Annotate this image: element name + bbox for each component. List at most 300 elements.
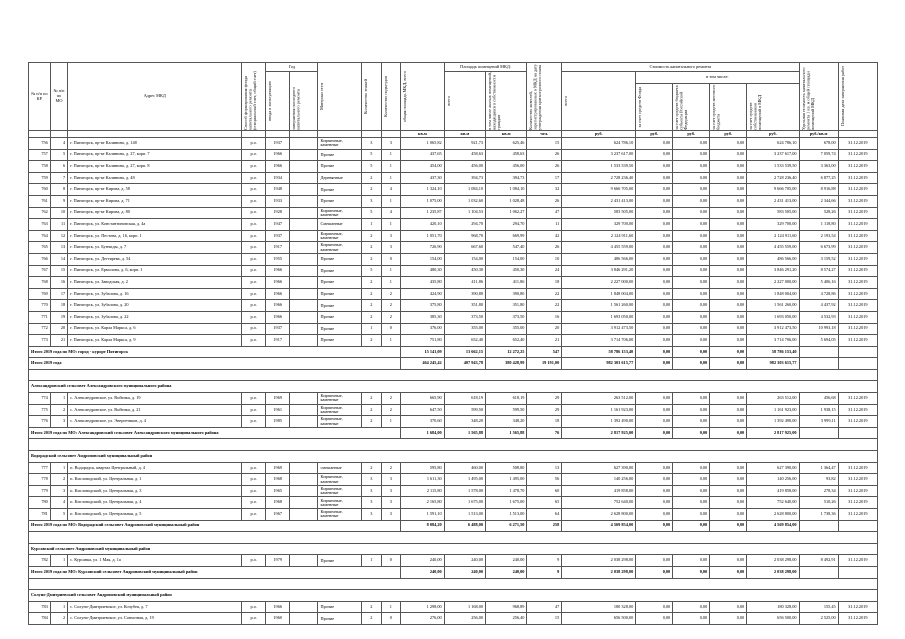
- row-num-mo: 18: [50, 300, 67, 312]
- row-cost-fed: 0,00: [636, 601, 673, 613]
- blank-cell: [29, 369, 878, 381]
- row-num-kr: 782: [29, 555, 51, 567]
- row-year-last-repair: [290, 509, 318, 521]
- unit-cell: кв.м: [401, 131, 445, 138]
- row-entrances: 3: [381, 474, 401, 486]
- row-deadline: 31.12.2019: [838, 230, 877, 242]
- row-area-total: 373,50: [444, 311, 485, 323]
- row-cost-fed: 0,00: [636, 404, 673, 416]
- row-cost-own: 486 566,00: [747, 253, 799, 265]
- row-cost-total: 486 566,00: [562, 253, 636, 265]
- row-cost-total: 656 500,00: [562, 613, 636, 625]
- row-area-citizens: 411,86: [486, 277, 527, 289]
- table-row: [29, 601, 878, 613]
- row-num-mo: 1: [50, 393, 67, 405]
- section-label: Курсавский сельсовет Андроповский муниципальный район: [29, 543, 878, 555]
- row-num-mo: 7: [50, 172, 67, 184]
- row-total-area: 424,90: [401, 288, 445, 300]
- row-method: р.о.: [242, 497, 266, 509]
- row-floors: 5: [362, 161, 382, 173]
- row-cost-own: 1 533 539,50: [747, 161, 799, 173]
- row-entrances: 1: [381, 335, 401, 347]
- subtotal-cost-loc: 0,00: [710, 358, 747, 370]
- row-unit-cost: 3 159,52: [799, 253, 838, 265]
- row-area-total: 390,80: [444, 288, 485, 300]
- row-entrances: 1: [381, 161, 401, 173]
- row-deadline: 31.12.2019: [838, 497, 877, 509]
- row-cost-reg: 0,00: [673, 474, 710, 486]
- row-method: р.о.: [242, 404, 266, 416]
- row-floors: 2: [362, 404, 382, 416]
- row-cost-total: 9 666 705,00: [562, 184, 636, 196]
- row-year-commission: 1967: [266, 509, 290, 521]
- row-total-area: 1 051,70: [401, 230, 445, 242]
- subtotal-cost-total: 2 038 298,00: [562, 566, 636, 578]
- unit-cell: кв.м: [444, 131, 485, 138]
- row-entrances: 0: [381, 613, 401, 625]
- row-area-total: 355,00: [444, 323, 485, 335]
- row-cost-reg: 0,00: [673, 149, 710, 161]
- row-year-last-repair: [290, 219, 318, 231]
- row-num-kr: 781: [29, 509, 51, 521]
- row-cost-reg: 0,00: [673, 485, 710, 497]
- row-residents: 26: [527, 161, 562, 173]
- row-entrances: 2: [381, 393, 401, 405]
- row-residents: 22: [527, 300, 562, 312]
- row-cost-fed: 0,00: [636, 497, 673, 509]
- row-cost-reg: 0,00: [673, 195, 710, 207]
- row-cost-reg: 0,00: [673, 311, 710, 323]
- row-year-last-repair: [290, 601, 318, 613]
- row-area-citizens: 373,50: [486, 311, 527, 323]
- row-cost-total: 1 392 490,00: [562, 416, 636, 428]
- row-method: р.о.: [242, 323, 266, 335]
- row-year-commission: 1966: [266, 149, 290, 161]
- row-num-kr: 773: [29, 335, 51, 347]
- row-cost-fed: 0,00: [636, 323, 673, 335]
- row-cost-reg: 0,00: [673, 404, 710, 416]
- row-deadline: 31.12.2019: [838, 172, 877, 184]
- row-cost-total: 1 693 050,00: [562, 311, 636, 323]
- row-cost-total: 3 714 706,00: [562, 335, 636, 347]
- row-year-commission: 1960: [266, 613, 290, 625]
- row-entrances: 4: [381, 207, 401, 219]
- row-cost-fed: 0,00: [636, 149, 673, 161]
- row-wall-material: Прочие: [318, 323, 362, 335]
- row-cost-fed: 0,00: [636, 288, 673, 300]
- row-entrances: 1: [381, 172, 401, 184]
- row-address: п. Кисловодский, ул. Центральная, д. 4: [68, 497, 242, 509]
- row-entrances: 1: [381, 416, 401, 428]
- row-floors: 2: [362, 462, 382, 474]
- col-entrances: Количество подъездов: [382, 75, 388, 118]
- row-floors: 3: [362, 195, 382, 207]
- row-cost-fed: 0,00: [636, 230, 673, 242]
- row-year-last-repair: [290, 172, 318, 184]
- row-year-commission: 1966: [266, 601, 290, 613]
- row-unit-cost: 3 999,11: [799, 416, 838, 428]
- col-cost-reg: за счет средств бюджета субъекта Российской Федерации: [674, 85, 689, 130]
- col-area-group: Площадь помещений МКД:: [444, 63, 527, 72]
- row-cost-loc: 0,00: [710, 253, 747, 265]
- row-address: г. Пятигорск, ул. Зубалова, д. 22: [68, 311, 242, 323]
- row-num-kr: 770: [29, 300, 51, 312]
- unit-cell: руб.: [562, 131, 636, 138]
- row-deadline: 31.12.2019: [838, 184, 877, 196]
- row-cost-total: 2 628 800,00: [562, 509, 636, 521]
- row-total-area: 726,90: [401, 242, 445, 254]
- row-total-area: 375,80: [401, 300, 445, 312]
- row-num-mo: 9: [50, 195, 67, 207]
- table-row: [29, 161, 878, 173]
- row-cost-own: 1 561 260,00: [747, 300, 799, 312]
- col-cost-own: за счет средств собственников помещений в МКД: [748, 95, 763, 130]
- row-year-commission: 1937: [266, 138, 290, 150]
- row-entrances: 1: [381, 195, 401, 207]
- row-deadline: 31.12.2019: [838, 288, 877, 300]
- table-row: [29, 323, 878, 335]
- row-year-last-repair: [290, 195, 318, 207]
- row-num-kr: 759: [29, 172, 51, 184]
- row-num-mo: 3: [50, 485, 67, 497]
- row-year-commission: 1955: [266, 253, 290, 265]
- table-row: [29, 474, 878, 486]
- row-num-mo: 2: [50, 613, 67, 625]
- row-deadline: 31.12.2019: [838, 555, 877, 567]
- subtotal-cost-fed: 0,00: [636, 520, 673, 532]
- row-method: р.о.: [242, 172, 266, 184]
- subtotal-empty: [799, 346, 838, 358]
- col-floors: Количество этажей: [363, 78, 369, 115]
- row-wall-material: Кирпичные, каменные: [318, 207, 362, 219]
- subtotal-label: Итого 2019 года по МО: город - курорт Пятигорск: [29, 346, 401, 358]
- row-cost-total: 2 227 000,00: [562, 277, 636, 289]
- row-cost-loc: 0,00: [710, 404, 747, 416]
- col-area-total: всего: [445, 96, 451, 106]
- row-address: г. Пятигорск, ул. Бунчиды, д. 7: [68, 242, 242, 254]
- row-floors: 2: [362, 416, 382, 428]
- table-row: [29, 184, 878, 196]
- unit-cell: руб.: [673, 131, 710, 138]
- subtotal-row: [29, 520, 878, 532]
- row-method: р.о.: [242, 509, 266, 521]
- row-residents: 32: [527, 184, 562, 196]
- row-area-total: 1 168,00: [444, 601, 485, 613]
- row-total-area: 1 065,82: [401, 138, 445, 150]
- section-header-row: [29, 590, 878, 602]
- row-year-commission: 1933: [266, 195, 290, 207]
- col-cost-group: Стоимость капитального ремонта: [562, 63, 799, 72]
- row-floors: 2: [362, 311, 382, 323]
- row-cost-own: 2 227 000,00: [747, 277, 799, 289]
- row-floors: 5: [362, 265, 382, 277]
- row-cost-total: 180 328,00: [562, 601, 636, 613]
- row-total-area: 1 591,10: [401, 509, 445, 521]
- row-unit-cost: 8 574,27: [799, 265, 838, 277]
- row-entrances: 2: [381, 311, 401, 323]
- row-entrances: 1: [381, 149, 401, 161]
- row-cost-reg: 0,00: [673, 184, 710, 196]
- row-entrances: 1: [381, 265, 401, 277]
- row-num-mo: 14: [50, 253, 67, 265]
- row-year-last-repair: [290, 277, 318, 289]
- row-year-commission: 1948: [266, 184, 290, 196]
- row-wall-material: Прочие: [318, 149, 362, 161]
- row-area-total: 1 675,00: [444, 497, 485, 509]
- col-cost-fed: за счет средств Фонда: [637, 86, 643, 128]
- row-area-citizens: 1 675,00: [486, 497, 527, 509]
- row-year-last-repair: [290, 161, 318, 173]
- row-deadline: 31.12.2019: [838, 485, 877, 497]
- subtotal-row: [29, 346, 878, 358]
- row-area-citizens: 240,00: [486, 555, 527, 567]
- section-label: Солуно-Дмитриевский сельсовет Андроповский муниципальный район: [29, 590, 878, 602]
- row-total-area: 751,80: [401, 335, 445, 347]
- table-row: [29, 555, 878, 567]
- blank-cell: [29, 578, 878, 590]
- subtotal-cost-fed: 0,00: [636, 566, 673, 578]
- row-year-commission: 1968: [266, 497, 290, 509]
- row-wall-material: Кирпичные, каменные: [318, 416, 362, 428]
- row-cost-fed: 0,00: [636, 613, 673, 625]
- row-num-mo: 4: [50, 497, 67, 509]
- row-unit-cost: 8 916,88: [799, 184, 838, 196]
- table-row: [29, 416, 878, 428]
- row-wall-material: Кирпичные, каменные: [318, 404, 362, 416]
- row-cost-total: 583 505,00: [562, 207, 636, 219]
- row-cost-reg: 0,00: [673, 230, 710, 242]
- row-cost-loc: 0,00: [710, 242, 747, 254]
- row-cost-own: 180 328,00: [747, 601, 799, 613]
- subtotal-cost-own: 2 038 298,00: [747, 566, 799, 578]
- row-area-citizens: 547,40: [486, 242, 527, 254]
- row-residents: 47: [527, 601, 562, 613]
- row-unit-cost: 3 363,00: [799, 161, 838, 173]
- row-year-last-repair: [290, 474, 318, 486]
- row-area-total: 460,00: [444, 462, 485, 474]
- table-row: [29, 335, 878, 347]
- row-num-kr: 769: [29, 288, 51, 300]
- row-address: г. Пятигорск, ул. Константиновская, д. 4а: [68, 219, 242, 231]
- row-residents: 42: [527, 230, 562, 242]
- row-wall-material: Кирпичные, каменные: [318, 474, 362, 486]
- subtotal-area-citizens: 6 271,50: [486, 520, 527, 532]
- row-area-citizens: 450,30: [486, 265, 527, 277]
- row-cost-loc: 0,00: [710, 497, 747, 509]
- row-cost-reg: 0,00: [673, 416, 710, 428]
- row-cost-own: 3 846 291,20: [747, 265, 799, 277]
- row-cost-fed: 0,00: [636, 253, 673, 265]
- row-num-mo: 6: [50, 161, 67, 173]
- row-cost-own: 2 038 298,00: [747, 555, 799, 567]
- row-residents: 21: [527, 335, 562, 347]
- row-cost-total: 2 038 298,00: [562, 555, 636, 567]
- row-unit-cost: 10 993,18: [799, 323, 838, 335]
- row-method: р.о.: [242, 613, 266, 625]
- row-cost-fed: 0,00: [636, 474, 673, 486]
- row-year-commission: 1985: [266, 416, 290, 428]
- row-area-citizens: 394,73: [486, 172, 527, 184]
- row-cost-own: 627 390,00: [747, 462, 799, 474]
- subtotal-cost-fed: 0,00: [636, 346, 673, 358]
- row-cost-fed: 0,00: [636, 265, 673, 277]
- row-wall-material: Прочие: [318, 300, 362, 312]
- table-row: [29, 393, 878, 405]
- row-num-kr: 780: [29, 497, 51, 509]
- subtotal-label: Итого 2019 года по МО: Курсавский сельсовет Андроповский муниципальный район: [29, 566, 401, 578]
- row-entrances: 3: [381, 138, 401, 150]
- row-method: р.о.: [242, 138, 266, 150]
- subtotal-total-area: 15 141,09: [401, 346, 445, 358]
- row-deadline: 31.12.2019: [838, 311, 877, 323]
- row-total-area: 437,65: [401, 149, 445, 161]
- row-total-area: 2 115,80: [401, 485, 445, 497]
- row-wall-material: Прочие: [318, 555, 362, 567]
- row-num-kr: 783: [29, 601, 51, 613]
- col-unit-cost: Удельная стоимость капитального ремонта 1 кв. м общей площади помещений МКД: [800, 67, 815, 130]
- subtotal-cost-total: 982 303 615,77: [562, 358, 636, 370]
- table-row: [29, 497, 878, 509]
- table-header: [29, 63, 878, 138]
- row-year-commission: 1937: [266, 230, 290, 242]
- row-year-last-repair: [290, 335, 318, 347]
- row-num-mo: 11: [50, 219, 67, 231]
- document-sheet: [28, 62, 878, 625]
- row-year-commission: 1928: [266, 207, 290, 219]
- subtotal-area-total: 1 565,88: [444, 427, 485, 439]
- row-unit-cost: 528,26: [799, 207, 838, 219]
- row-method: р.о.: [242, 416, 266, 428]
- row-cost-loc: 0,00: [710, 462, 747, 474]
- row-total-area: 1 235,87: [401, 207, 445, 219]
- row-cost-reg: 0,00: [673, 497, 710, 509]
- row-total-area: 437,30: [401, 172, 445, 184]
- row-year-last-repair: [290, 462, 318, 474]
- row-wall-material: Прочие: [318, 184, 362, 196]
- row-num-kr: 765: [29, 242, 51, 254]
- row-area-total: 1 032,60: [444, 195, 485, 207]
- row-unit-cost: 278,34: [799, 485, 838, 497]
- row-unit-cost: 5 694,05: [799, 335, 838, 347]
- row-unit-cost: 2 193,54: [799, 230, 838, 242]
- subtotal-cost-fed: 0,00: [636, 358, 673, 370]
- row-year-commission: 1979: [266, 555, 290, 567]
- row-area-citizens: 652,40: [486, 335, 527, 347]
- row-year-commission: 1969: [266, 393, 290, 405]
- row-unit-cost: 4 532,93: [799, 311, 838, 323]
- subtotal-total-area: 8 084,20: [401, 520, 445, 532]
- row-unit-cost: 678,00: [799, 138, 838, 150]
- subtotal-empty: [799, 566, 838, 578]
- row-num-kr: 761: [29, 195, 51, 207]
- row-cost-loc: 0,00: [710, 601, 747, 613]
- subtotal-empty: [799, 358, 838, 370]
- row-cost-loc: 0,00: [710, 613, 747, 625]
- row-num-mo: 2: [50, 474, 67, 486]
- subtotal-label: Итого 2019 года: [29, 358, 401, 370]
- row-cost-own: 3 237 617,00: [747, 149, 799, 161]
- row-year-commission: 1965: [266, 485, 290, 497]
- row-num-mo: 3: [50, 416, 67, 428]
- row-deadline: 31.12.2019: [838, 161, 877, 173]
- row-area-total: 240,00: [444, 555, 485, 567]
- subtotal-empty: [838, 346, 877, 358]
- row-residents: 15: [527, 138, 562, 150]
- row-year-last-repair: [290, 242, 318, 254]
- row-residents: 20: [527, 323, 562, 335]
- subtotal-cost-loc: 0,00: [710, 346, 747, 358]
- row-cost-total: 3 237 617,00: [562, 149, 636, 161]
- row-total-area: 2 165,80: [401, 497, 445, 509]
- subtotal-area-total: 6 488,00: [444, 520, 485, 532]
- subtotal-cost-own: 982 303 615,77: [747, 358, 799, 370]
- row-year-commission: 1969: [266, 462, 290, 474]
- row-num-mo: 1: [50, 555, 67, 567]
- row-method: р.о.: [242, 277, 266, 289]
- row-wall-material: Кирпичные, каменные: [318, 509, 362, 521]
- row-cost-loc: 0,00: [710, 161, 747, 173]
- table-row: [29, 288, 878, 300]
- row-method: р.о.: [242, 242, 266, 254]
- row-address: г. Пятигорск, ул. Зубалова, д. 20: [68, 300, 242, 312]
- row-area-total: 1 104,53: [444, 207, 485, 219]
- row-deadline: 31.12.2019: [838, 462, 877, 474]
- row-entrances: 3: [381, 242, 401, 254]
- row-cost-loc: 0,00: [710, 265, 747, 277]
- subtotal-empty: [838, 566, 877, 578]
- subtotal-empty: [799, 427, 838, 439]
- row-year-commission: 1947: [266, 219, 290, 231]
- row-area-citizens: 154,00: [486, 253, 527, 265]
- row-num-kr: 763: [29, 219, 51, 231]
- row-cost-total: 329 700,00: [562, 219, 636, 231]
- row-num-mo: 5: [50, 149, 67, 161]
- row-area-citizens: 390,80: [486, 288, 527, 300]
- row-cost-loc: 0,00: [710, 277, 747, 289]
- row-cost-fed: 0,00: [636, 300, 673, 312]
- row-cost-total: 419 858,00: [562, 485, 636, 497]
- row-num-kr: 776: [29, 416, 51, 428]
- row-address: п. Кисловодский, ул. Центральная, д. 3: [68, 485, 242, 497]
- row-year-last-repair: [290, 497, 318, 509]
- row-cost-reg: 0,00: [673, 277, 710, 289]
- row-method: р.о.: [242, 219, 266, 231]
- subtotal-empty: [799, 520, 838, 532]
- row-cost-reg: 0,00: [673, 613, 710, 625]
- row-cost-fed: 0,00: [636, 335, 673, 347]
- row-floors: 3: [362, 509, 382, 521]
- subtotal-residents: 9: [527, 566, 562, 578]
- row-cost-loc: 0,00: [710, 335, 747, 347]
- table-row: [29, 509, 878, 521]
- row-wall-material: Прочие: [318, 311, 362, 323]
- row-year-commission: 1966: [266, 311, 290, 323]
- row-num-mo: 20: [50, 323, 67, 335]
- row-cost-own: 9 666 705,00: [747, 184, 799, 196]
- col-num-mo: № п/п по МО: [50, 63, 67, 131]
- row-area-citizens: 351,80: [486, 300, 527, 312]
- table-row: [29, 613, 878, 625]
- row-cost-fed: 0,00: [636, 172, 673, 184]
- row-cost-fed: 0,00: [636, 393, 673, 405]
- row-area-total: 256,00: [444, 613, 485, 625]
- row-cost-fed: 0,00: [636, 416, 673, 428]
- row-cost-total: 1 561 260,00: [562, 300, 636, 312]
- row-cost-reg: 0,00: [673, 323, 710, 335]
- row-area-citizens: 968,89: [486, 601, 527, 613]
- subtotal-area-citizens: 380 428,99: [486, 358, 527, 370]
- row-deadline: 31.12.2019: [838, 138, 877, 150]
